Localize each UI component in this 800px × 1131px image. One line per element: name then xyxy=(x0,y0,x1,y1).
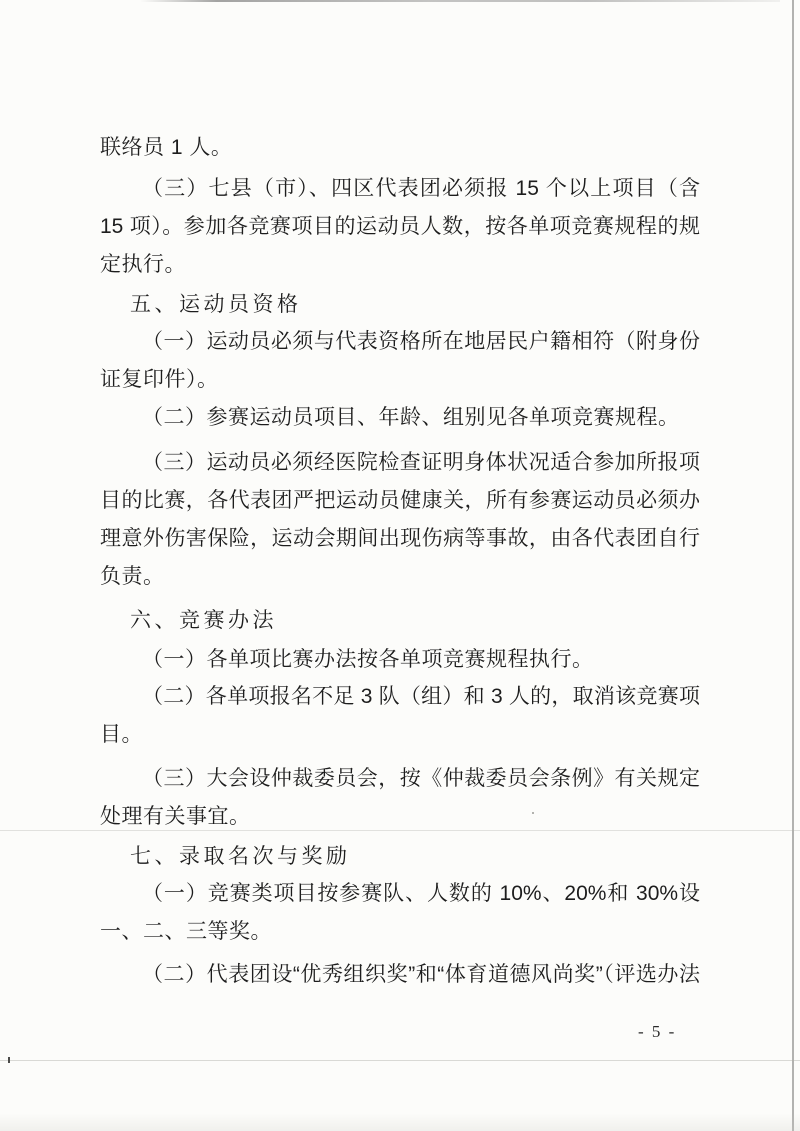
doc-line: 目的比赛，各代表团严把运动员健康关，所有参赛运动员必须办 xyxy=(100,489,700,512)
doc-line: （三）运动员必须经医院检查证明身体状况适合参加所报项 xyxy=(142,451,700,474)
paragraph-item-1-award-percentages xyxy=(100,875,700,951)
paragraph-item-2-minimum-entries xyxy=(100,678,700,754)
section-heading-6-competition-rules xyxy=(100,602,700,640)
doc-line: 15 项）。参加各竞赛项目的运动员人数，按各单项竞赛规程的规 xyxy=(100,215,700,238)
section-heading-7-ranking-awards xyxy=(100,838,700,876)
paragraph-item-2-special-awards xyxy=(100,956,700,994)
doc-line: 一、二、三等奖。 xyxy=(100,920,272,943)
page-number: - 5 - xyxy=(638,1022,677,1041)
paragraph-item-2-age-groups xyxy=(100,399,700,437)
doc-line: （一）竞赛类项目按参赛队、人数的 10%、20%和 30%设 xyxy=(142,882,700,905)
scan-artifact-tick xyxy=(8,1057,10,1063)
doc-line: 定执行。 xyxy=(100,253,186,276)
section-heading-text: 六、竞赛办法 xyxy=(130,609,277,632)
doc-line: 理意外伤害保险，运动会期间出现伤病等事故，由各代表团自行 xyxy=(100,527,700,550)
section-heading-text: 七、录取名次与奖励 xyxy=(130,845,351,868)
doc-line: （二）各单项报名不足 3 队（组）和 3 人的，取消该竞赛项 xyxy=(142,685,700,708)
doc-line: 目。 xyxy=(100,723,143,746)
doc-line: 证复印件）。 xyxy=(100,368,219,391)
doc-line: （二）参赛运动员项目、年龄、组别见各单项竞赛规程。 xyxy=(142,406,680,429)
paragraph-item-3-medical-check xyxy=(100,444,700,596)
doc-line: 处理有关事宜。 xyxy=(100,805,251,828)
doc-line: （一）各单项比赛办法按各单项竞赛规程执行。 xyxy=(142,648,594,671)
scan-artifact-fold-line xyxy=(0,1060,800,1061)
doc-line: （一）运动员必须与代表资格所在地居民户籍相符（附身份 xyxy=(142,330,700,353)
doc-line: 负责。 xyxy=(100,565,165,588)
scan-artifact-top-edge xyxy=(140,0,780,2)
section-heading-text: 五、运动员资格 xyxy=(130,293,302,316)
doc-line: （二）代表团设“优秀组织奖”和“体育道德风尚奖”（评选办法 xyxy=(142,963,700,986)
paragraph-continuation-liaison xyxy=(100,129,700,167)
scan-artifact-right-edge xyxy=(792,0,794,1131)
doc-line: 联络员 1 人。 xyxy=(100,136,233,159)
doc-line: （三）七县（市）、四区代表团必须报 15 个以上项目（含 xyxy=(142,177,700,200)
section-heading-5-athlete-eligibility xyxy=(100,286,700,324)
paragraph-item-1-residency xyxy=(100,323,700,399)
paragraph-item-3-arbitration xyxy=(100,760,700,836)
doc-line: （三）大会设仲裁委员会，按《仲裁委员会条例》有关规定 xyxy=(142,767,700,790)
paragraph-item-3-delegations xyxy=(100,170,700,284)
scan-artifact-bottom-shade xyxy=(0,1113,800,1131)
paragraph-item-1-event-rules xyxy=(100,641,700,679)
